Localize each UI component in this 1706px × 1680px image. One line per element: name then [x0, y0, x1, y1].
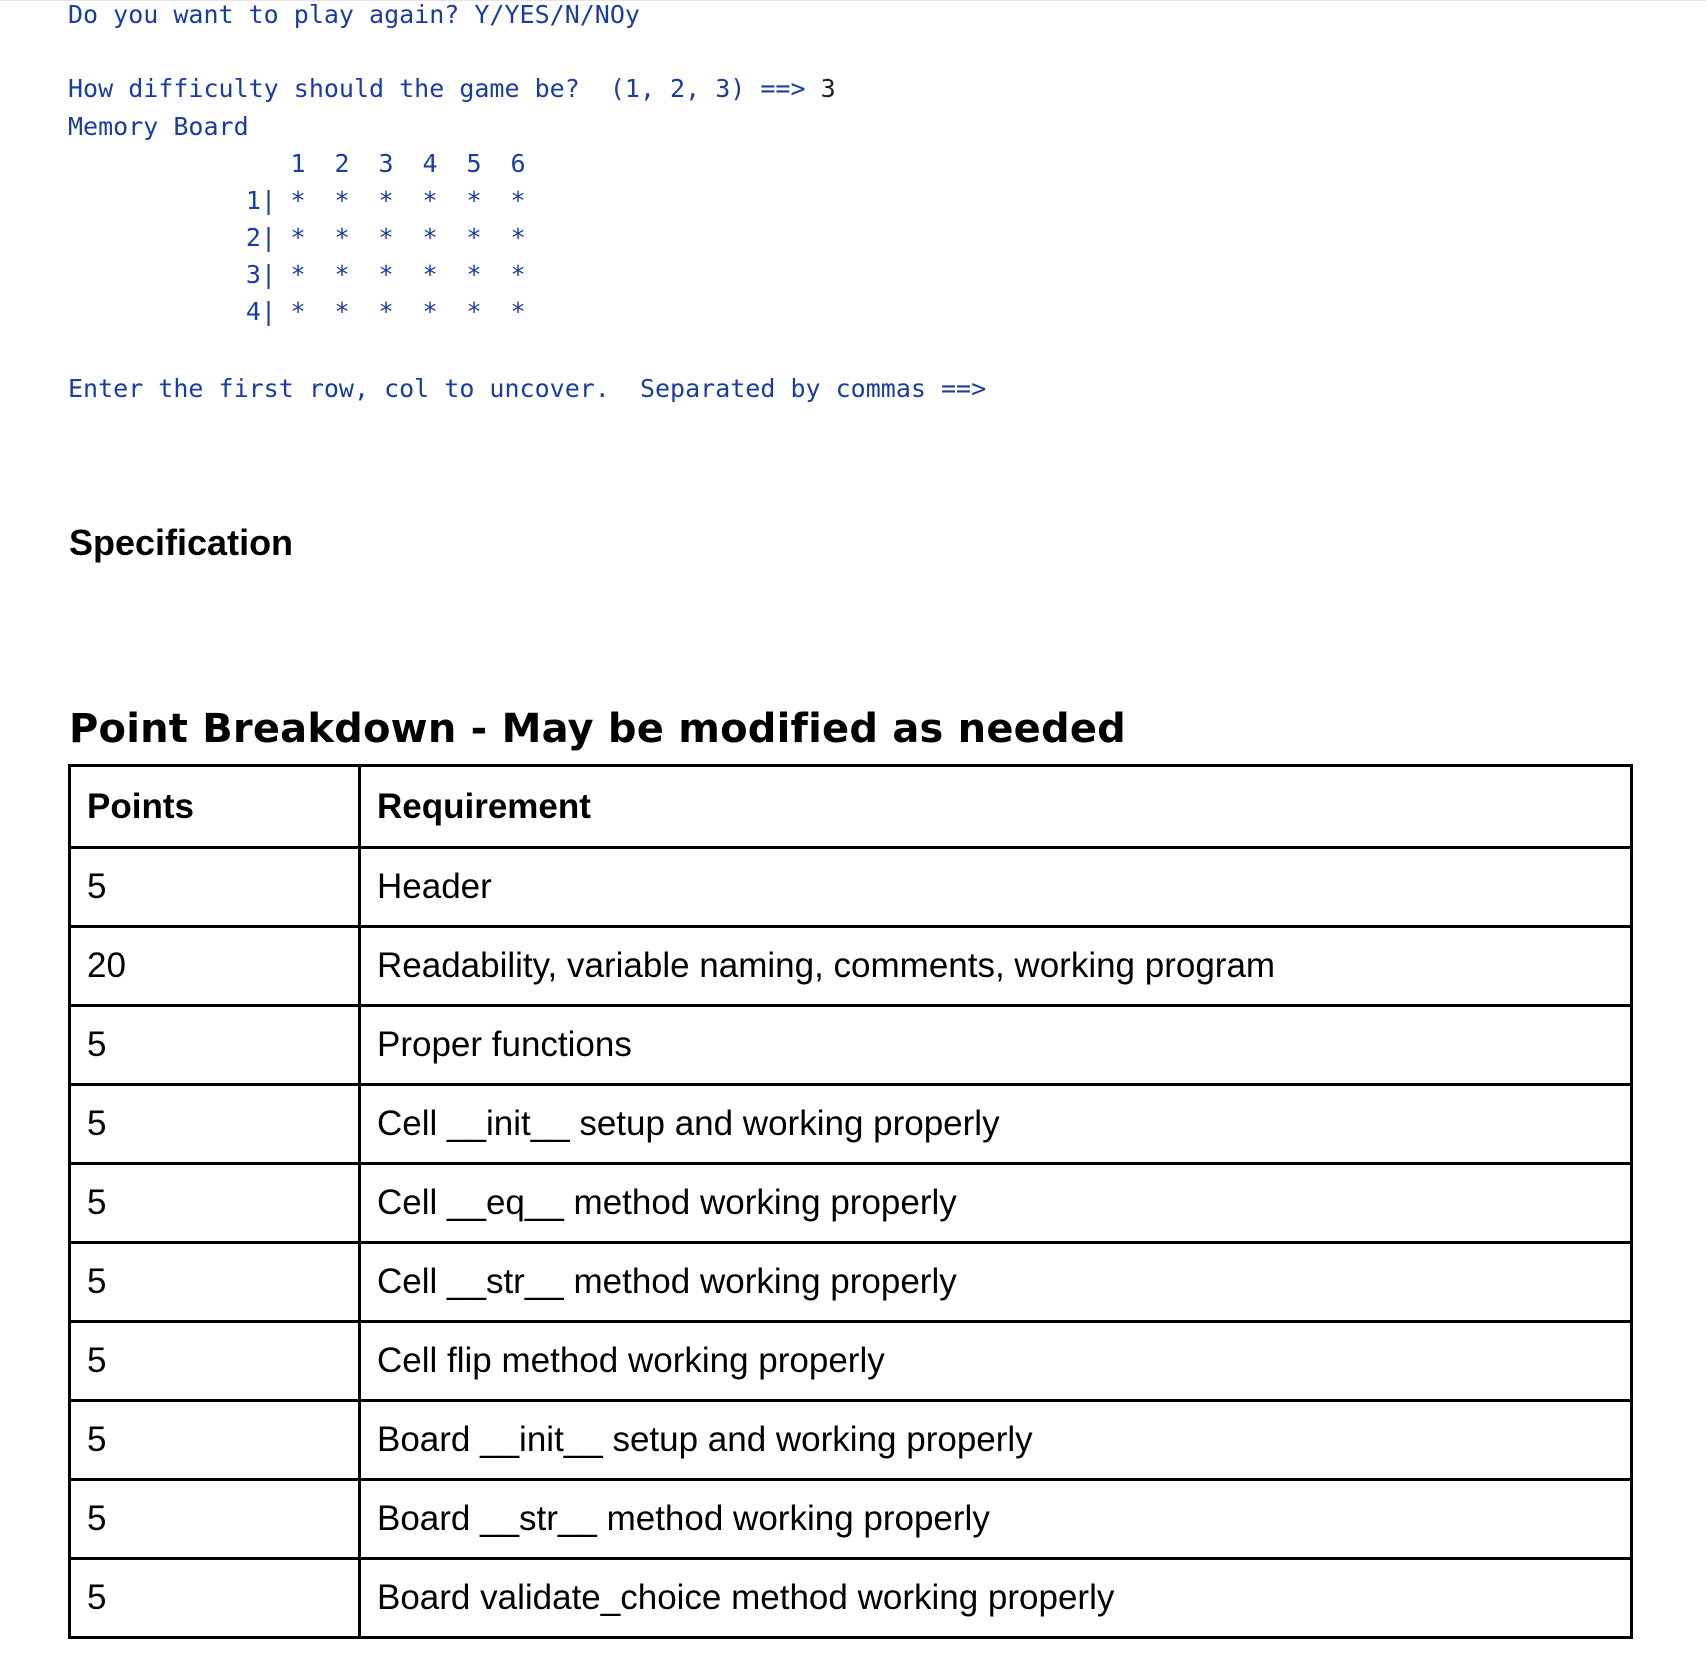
board-cell: *: [378, 297, 394, 326]
table-row: [70, 848, 1632, 927]
column-header: 4: [422, 149, 438, 178]
table-row: [70, 1164, 1632, 1243]
board-title: Memory Board: [68, 112, 249, 141]
board-row-label: 2|: [245, 223, 276, 252]
table-row: [70, 1559, 1632, 1638]
table-row: [70, 1480, 1632, 1559]
board-cell: *: [510, 223, 526, 252]
difficulty-prompt: [68, 70, 836, 107]
points-cell: 5: [70, 848, 360, 927]
difficulty-prompt-text: How difficulty should the game be? (1, 2, 3) ==>: [68, 74, 821, 103]
table-row: [70, 1322, 1632, 1401]
column-header: 5: [466, 149, 482, 178]
board-cell: *: [510, 297, 526, 326]
board-column-headers: [0, 145, 526, 182]
table-row: [70, 1401, 1632, 1480]
points-cell: 5: [70, 1480, 360, 1559]
points-cell: 20: [70, 927, 360, 1006]
column-header: 3: [378, 149, 394, 178]
board-cell: *: [290, 223, 306, 252]
points-cell: 5: [70, 1559, 360, 1638]
board-row: [0, 182, 526, 219]
table-header-row: [70, 766, 1632, 848]
board-cell: *: [378, 186, 394, 215]
board-cell: *: [334, 223, 350, 252]
board-cell: *: [510, 186, 526, 215]
board-cell: *: [466, 186, 482, 215]
specification-heading: Specification: [69, 522, 294, 563]
point-breakdown-heading: Point Breakdown - May be modified as needed: [69, 706, 1126, 752]
column-header: 1: [290, 149, 306, 178]
board-row-label: 4|: [245, 297, 276, 326]
board-cell: *: [378, 260, 394, 289]
requirement-cell: Cell __str__ method working properly: [360, 1243, 1632, 1322]
points-cell: 5: [70, 1322, 360, 1401]
points-cell: 5: [70, 1006, 360, 1085]
requirement-cell: Header: [360, 848, 1632, 927]
board-cell: *: [334, 260, 350, 289]
board-cell: *: [422, 260, 438, 289]
column-header: 6: [510, 149, 526, 178]
board-cell: *: [510, 260, 526, 289]
play-again-prompt: Do you want to play again? Y/YES/N/NOy: [68, 0, 640, 29]
requirement-cell: Board __init__ setup and working properly: [360, 1401, 1632, 1480]
board-cell: *: [466, 223, 482, 252]
board-cell: *: [334, 186, 350, 215]
requirement-cell: Board __str__ method working properly: [360, 1480, 1632, 1559]
points-cell: 5: [70, 1164, 360, 1243]
board-cell: *: [378, 223, 394, 252]
board-cell: *: [466, 297, 482, 326]
requirement-cell: Proper functions: [360, 1006, 1632, 1085]
board-cell: *: [334, 297, 350, 326]
board-row: [0, 256, 526, 293]
table-row: [70, 927, 1632, 1006]
board-cell: *: [290, 297, 306, 326]
points-cell: 5: [70, 1401, 360, 1480]
points-cell: 5: [70, 1243, 360, 1322]
board-cell: *: [466, 260, 482, 289]
board-row-label: 1|: [245, 186, 276, 215]
board-cell: *: [290, 260, 306, 289]
requirement-cell: Cell flip method working properly: [360, 1322, 1632, 1401]
table-row: [70, 1085, 1632, 1164]
requirement-cell: Board validate_choice method working properly: [360, 1559, 1632, 1638]
board-row: [0, 219, 526, 256]
board-cell: *: [290, 186, 306, 215]
requirement-cell: Cell __init__ setup and working properly: [360, 1085, 1632, 1164]
requirement-cell: Readability, variable naming, comments, working program: [360, 927, 1632, 1006]
board-cell: *: [422, 223, 438, 252]
board-cell: *: [422, 186, 438, 215]
points-column-header: Points: [70, 766, 360, 848]
difficulty-answer: 3: [820, 74, 836, 103]
board-row: [0, 293, 526, 330]
requirement-cell: Cell __eq__ method working properly: [360, 1164, 1632, 1243]
point-breakdown-table: [68, 764, 1633, 1639]
column-header: 2: [334, 149, 350, 178]
points-cell: 5: [70, 1085, 360, 1164]
board-cell: *: [422, 297, 438, 326]
uncover-prompt: Enter the first row, col to uncover. Separated by commas ==>: [68, 374, 987, 403]
memory-board: [0, 145, 800, 335]
board-row-label: 3|: [245, 260, 276, 289]
table-row: [70, 1243, 1632, 1322]
requirement-column-header: Requirement: [360, 766, 1632, 848]
table-row: [70, 1006, 1632, 1085]
